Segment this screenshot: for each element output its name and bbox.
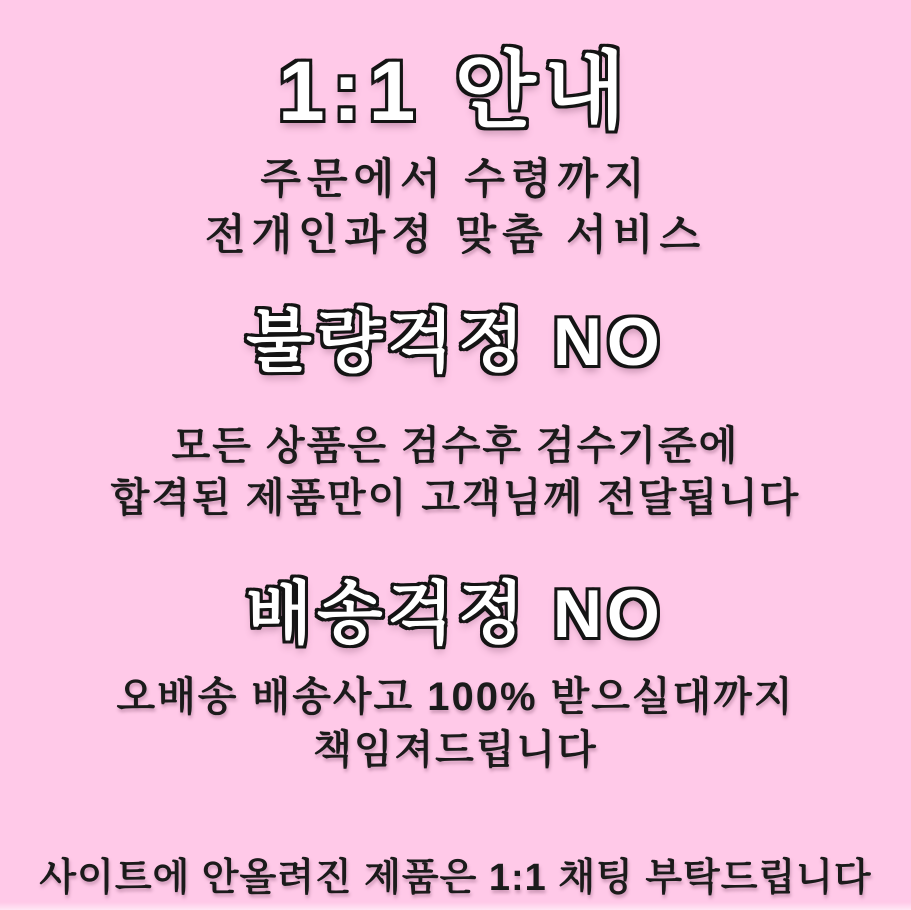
section-heading-defect: 불량걱정 NO bbox=[246, 304, 665, 380]
page-title: 1:1 안내 bbox=[277, 44, 634, 138]
section-defect-body-line-1: 모든 상품은 검수후 검수기준에 bbox=[171, 424, 740, 468]
section-shipping-body-line-1: 오배송 배송사고 100% 받으실대까지 bbox=[116, 675, 795, 719]
bottom-edge-fade bbox=[0, 902, 911, 910]
section-heading-shipping: 배송걱정 NO bbox=[246, 576, 665, 652]
section-defect-body-line-2: 합격된 제품만이 고객님께 전달됩니다 bbox=[110, 476, 801, 520]
intro-line-1: 주문에서 수령까지 bbox=[260, 155, 651, 202]
intro-line-2: 전개인과정 맞춤 서비스 bbox=[204, 211, 707, 258]
section-shipping-body-line-2: 책임져드립니다 bbox=[313, 728, 598, 772]
footer-note: 사이트에 안올려진 제품은 1:1 채팅 부탁드립니다 bbox=[39, 857, 872, 899]
